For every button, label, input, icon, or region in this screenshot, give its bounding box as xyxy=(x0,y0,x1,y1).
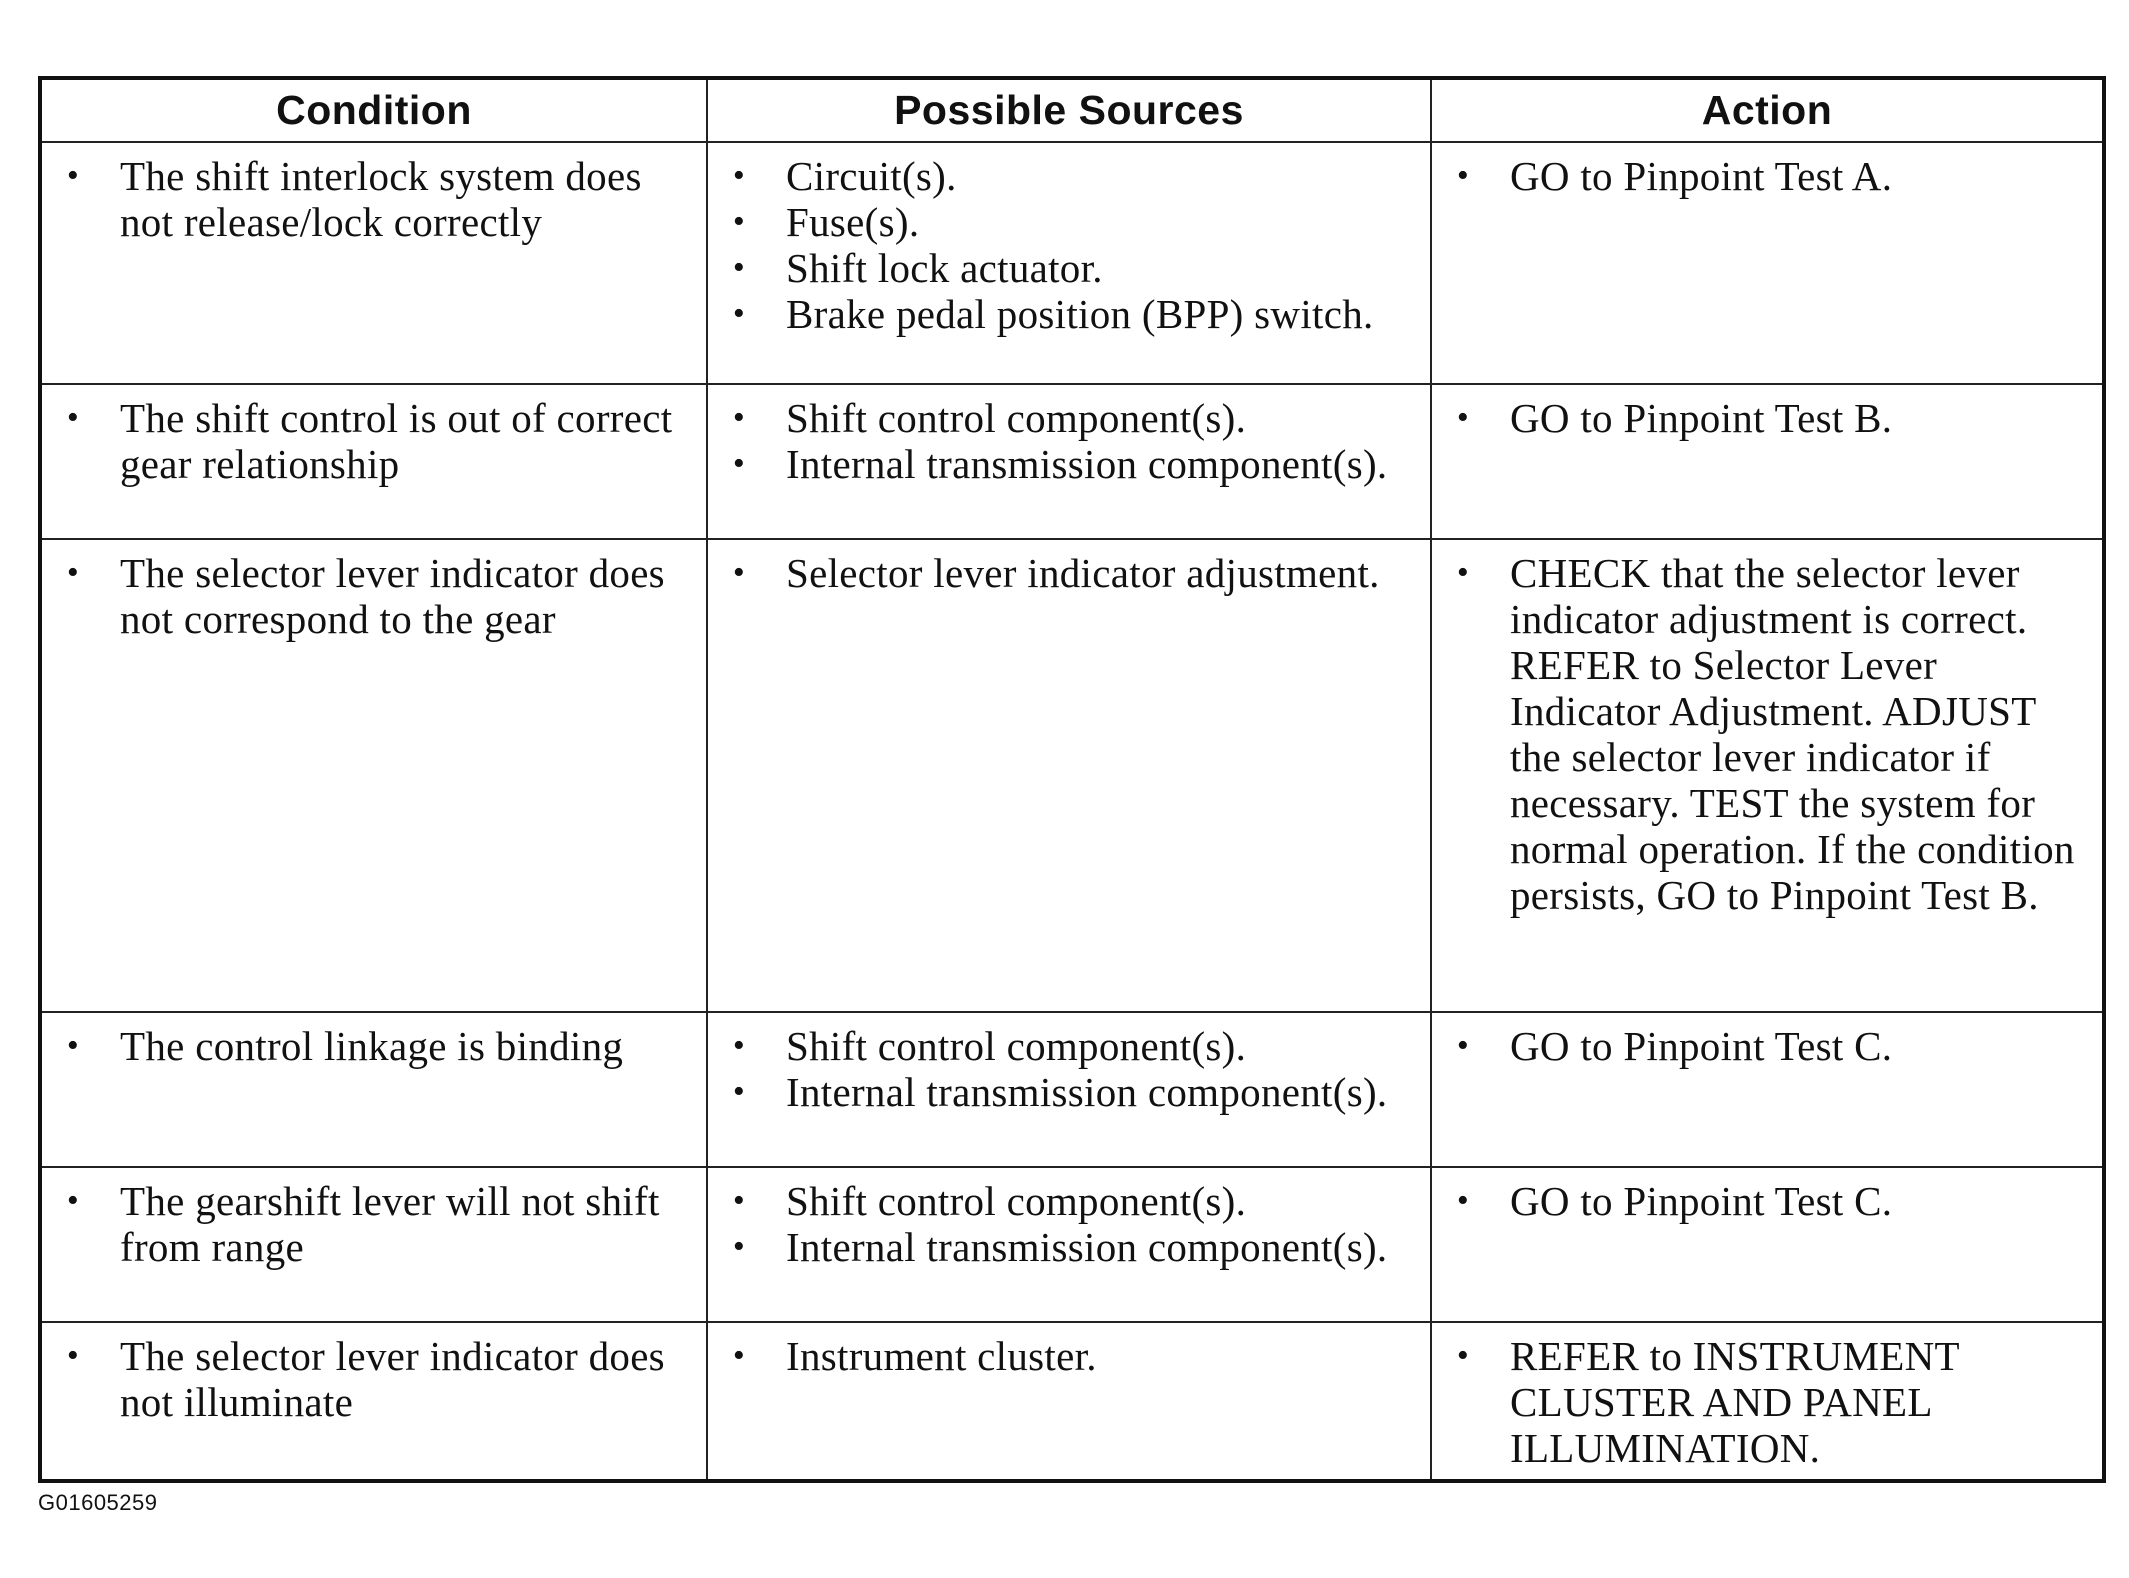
sources-list xyxy=(708,1323,1430,1387)
action-column-header: Action xyxy=(1431,78,2104,142)
action-cell xyxy=(1431,1322,2104,1481)
possible-sources-cell xyxy=(707,1012,1431,1167)
condition-list xyxy=(42,540,706,650)
action-list xyxy=(1432,385,2102,449)
action-list xyxy=(1432,1323,2102,1479)
bullet-icon: • xyxy=(732,445,746,482)
action-item xyxy=(1432,1023,2094,1069)
table-row xyxy=(40,1167,2104,1322)
possible-sources-cell xyxy=(707,142,1431,384)
header-row xyxy=(40,78,2104,142)
source-item-text: Shift control component(s). xyxy=(786,1178,1247,1224)
table-row xyxy=(40,384,2104,539)
source-item-text: Fuse(s). xyxy=(786,199,920,245)
condition-list xyxy=(42,1168,706,1278)
action-list xyxy=(1432,1168,2102,1232)
source-item xyxy=(708,1023,1422,1069)
action-list xyxy=(1432,540,2102,926)
condition-list xyxy=(42,385,706,495)
source-item xyxy=(708,1224,1422,1270)
bullet-icon: • xyxy=(1456,1027,1470,1064)
action-item-text: CHECK that the selector lever indicator adjustment is correct. REFER to Selector Lever Indicator Adjustment. ADJUST the selector lever indicator if necessary. TEST the system for normal operation. If the condition persists, GO to Pinpoint Test B. xyxy=(1510,550,2075,918)
action-item xyxy=(1432,1333,2094,1471)
sources-list xyxy=(708,540,1430,604)
bullet-icon: • xyxy=(732,399,746,436)
table-body xyxy=(40,142,2104,1481)
action-cell xyxy=(1431,142,2104,384)
condition-list xyxy=(42,143,706,253)
source-item xyxy=(708,245,1422,291)
condition-cell xyxy=(40,142,707,384)
bullet-icon: • xyxy=(66,554,80,591)
source-item xyxy=(708,291,1422,337)
bullet-icon: • xyxy=(732,1228,746,1265)
action-cell xyxy=(1431,1012,2104,1167)
bullet-icon: • xyxy=(732,249,746,286)
condition-item-text: The shift control is out of correct gear relationship xyxy=(120,395,673,487)
action-item-text: GO to Pinpoint Test A. xyxy=(1510,153,1893,199)
action-list xyxy=(1432,1013,2102,1077)
bullet-icon: • xyxy=(732,1027,746,1064)
table-row xyxy=(40,1322,2104,1481)
source-item xyxy=(708,395,1422,441)
bullet-icon: • xyxy=(732,1337,746,1374)
bullet-icon: • xyxy=(732,157,746,194)
possible-sources-cell xyxy=(707,539,1431,1012)
bullet-icon: • xyxy=(66,1027,80,1064)
action-cell xyxy=(1431,539,2104,1012)
action-item-text: REFER to INSTRUMENT CLUSTER AND PANEL ILLUMINATION. xyxy=(1510,1333,1960,1471)
source-item-text: Shift control component(s). xyxy=(786,1023,1247,1069)
bullet-icon: • xyxy=(1456,157,1470,194)
bullet-icon: • xyxy=(1456,554,1470,591)
action-item xyxy=(1432,395,2094,441)
source-item xyxy=(708,199,1422,245)
source-item-text: Internal transmission component(s). xyxy=(786,441,1388,487)
condition-cell xyxy=(40,539,707,1012)
source-item xyxy=(708,441,1422,487)
condition-cell xyxy=(40,1167,707,1322)
table-row xyxy=(40,539,2104,1012)
table-row xyxy=(40,1012,2104,1167)
condition-item-text: The selector lever indicator does not illuminate xyxy=(120,1333,665,1425)
table-row xyxy=(40,142,2104,384)
bullet-icon: • xyxy=(66,1182,80,1219)
bullet-icon: • xyxy=(1456,1337,1470,1374)
figure-id: G01605259 xyxy=(38,1490,158,1515)
condition-cell xyxy=(40,384,707,539)
diagnosis-document xyxy=(38,76,2102,1483)
source-item-text: Internal transmission component(s). xyxy=(786,1224,1388,1270)
source-item-text: Shift lock actuator. xyxy=(786,245,1103,291)
condition-list xyxy=(42,1013,706,1077)
condition-cell xyxy=(40,1012,707,1167)
symptom-chart-table xyxy=(38,76,2106,1483)
condition-item-text: The gearshift lever will not shift from range xyxy=(120,1178,660,1270)
condition-item-text: The control linkage is binding xyxy=(120,1023,624,1069)
bullet-icon: • xyxy=(1456,1182,1470,1219)
bullet-icon: • xyxy=(1456,399,1470,436)
condition-item xyxy=(42,1178,698,1270)
possible-sources-cell xyxy=(707,1322,1431,1481)
condition-column-header: Condition xyxy=(40,78,707,142)
condition-item xyxy=(42,1333,698,1425)
source-item-text: Selector lever indicator adjustment. xyxy=(786,550,1380,596)
condition-cell xyxy=(40,1322,707,1481)
bullet-icon: • xyxy=(66,399,80,436)
source-item-text: Brake pedal position (BPP) switch. xyxy=(786,291,1374,337)
action-item-text: GO to Pinpoint Test B. xyxy=(1510,395,1893,441)
bullet-icon: • xyxy=(66,1337,80,1374)
source-item xyxy=(708,1178,1422,1224)
condition-item-text: The selector lever indicator does not correspond to the gear xyxy=(120,550,665,642)
action-item-text: GO to Pinpoint Test C. xyxy=(1510,1178,1893,1224)
source-item xyxy=(708,153,1422,199)
possible-sources-column-header: Possible Sources xyxy=(707,78,1431,142)
condition-item xyxy=(42,153,698,245)
bullet-icon: • xyxy=(732,554,746,591)
source-item xyxy=(708,550,1422,596)
condition-item xyxy=(42,395,698,487)
sources-list xyxy=(708,385,1430,495)
possible-sources-cell xyxy=(707,1167,1431,1322)
action-cell xyxy=(1431,384,2104,539)
sources-list xyxy=(708,143,1430,345)
source-item-text: Circuit(s). xyxy=(786,153,957,199)
source-item-text: Instrument cluster. xyxy=(786,1333,1097,1379)
bullet-icon: • xyxy=(732,1182,746,1219)
action-item-text: GO to Pinpoint Test C. xyxy=(1510,1023,1893,1069)
source-item-text: Internal transmission component(s). xyxy=(786,1069,1388,1115)
possible-sources-cell xyxy=(707,384,1431,539)
bullet-icon: • xyxy=(732,203,746,240)
action-item xyxy=(1432,550,2094,918)
action-item xyxy=(1432,1178,2094,1224)
condition-item xyxy=(42,550,698,642)
action-cell xyxy=(1431,1167,2104,1322)
bullet-icon: • xyxy=(732,1073,746,1110)
bullet-icon: • xyxy=(732,295,746,332)
condition-item xyxy=(42,1023,698,1069)
sources-list xyxy=(708,1168,1430,1278)
condition-list xyxy=(42,1323,706,1433)
bullet-icon: • xyxy=(66,157,80,194)
source-item xyxy=(708,1069,1422,1115)
source-item-text: Shift control component(s). xyxy=(786,395,1247,441)
condition-item-text: The shift interlock system does not release/lock correctly xyxy=(120,153,642,245)
source-item xyxy=(708,1333,1422,1379)
sources-list xyxy=(708,1013,1430,1123)
action-item xyxy=(1432,153,2094,199)
action-list xyxy=(1432,143,2102,207)
